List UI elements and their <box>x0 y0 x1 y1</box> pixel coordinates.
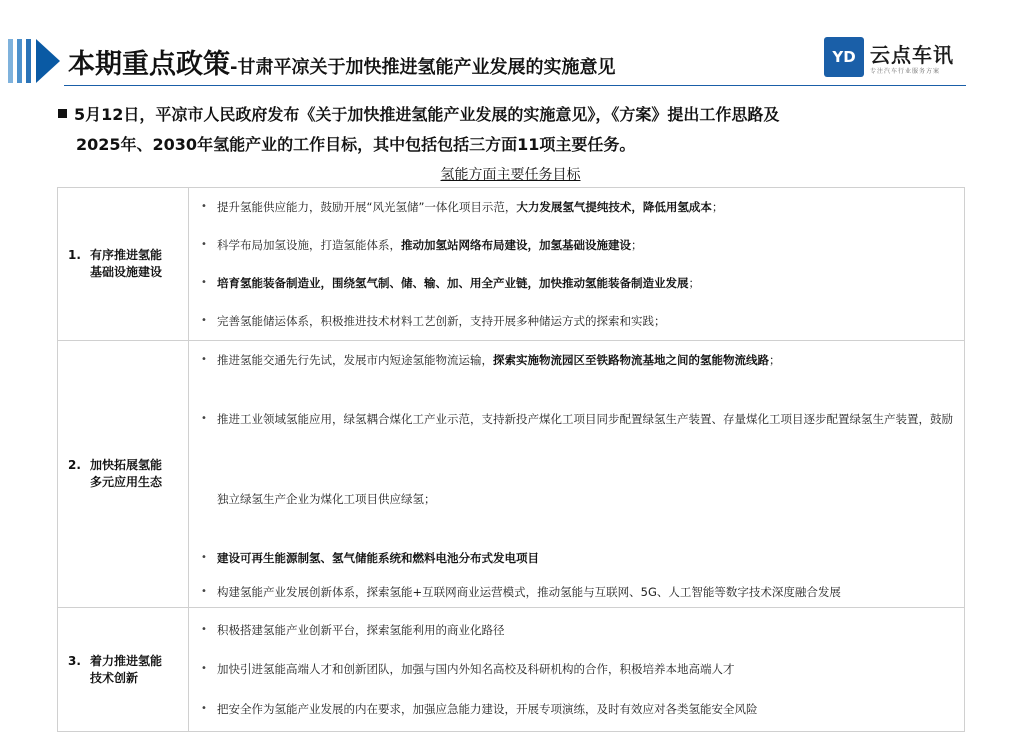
task-item-text: ； <box>688 276 700 290</box>
task-item-emphasis: 推动加氢站网络布局建设，加氢基础设施建设 <box>401 238 631 252</box>
intro-paragraph <box>58 100 958 160</box>
category-name: 有序推进氢能基础设施建设 <box>90 248 163 279</box>
task-items-cell <box>189 608 965 732</box>
task-item <box>201 689 956 729</box>
task-item <box>201 611 956 649</box>
task-list <box>189 611 964 729</box>
task-item-text: 加快引进氢能高端人才和创新团队，加强与国内外知名高校及科研机构的合作，积极培养本地高端人才 <box>217 661 735 676</box>
task-item-text: 科学布局加氢设施，打造氢能体系， <box>217 238 401 252</box>
task-item-emphasis: 建设可再生能源制氢、氢气储能系统和燃料电池分布式发电项目 <box>217 551 539 565</box>
intro-line-1: 5月12日，平凉市人民政府发布《关于加快推进氢能产业发展的实施意见》，《方案》提出工作思路及 <box>74 105 780 124</box>
category-name: 加快拓展氢能多元应用生态 <box>90 458 163 489</box>
brand-logo <box>824 37 964 79</box>
task-item-text: ； <box>711 200 724 214</box>
task-item-text: ； <box>769 353 781 367</box>
task-item-text: ； <box>631 238 643 252</box>
task-item-text: 把安全作为氢能产业发展的内在要求，加强应急能力建设，开展专项演练，及时有效应对各类氢能安全风险 <box>217 701 758 716</box>
page-title-sub: -甘肃平凉关于加快推进氢能产业发展的实施意见 <box>230 57 616 78</box>
task-item <box>201 226 956 264</box>
category-cell <box>58 341 189 608</box>
task-category-row <box>58 188 965 341</box>
category-name: 着力推进氢能技术创新 <box>90 653 163 685</box>
task-items-cell <box>189 341 965 608</box>
task-list <box>189 341 964 607</box>
task-item-text: 推进工业领域氢能应用，绿氢耦合煤化工产业示范，支持新投产煤化工项目同步配置绿氢生产装置、存量煤化工项目逐步配置绿氢生产装置，鼓励独立绿氢生产企业为煤化工项目供应绿氢； <box>217 412 953 506</box>
task-list <box>189 188 964 340</box>
task-item-text: 完善氢能储运体系，积极推进技术材料工艺创新，支持开展多种储运方式的探索和实践； <box>217 314 666 328</box>
page-title-main: 本期重点政策 <box>68 49 230 80</box>
task-category-row <box>58 341 965 608</box>
task-item-text: 构建氢能产业发展创新体系，探索氢能+互联网商业运营模式，推动氢能与互联网、5G、人工智能等数字技术深度融合发展 <box>217 585 841 599</box>
deco-bar <box>17 39 22 83</box>
logo-name: 云点车讯 <box>870 43 954 67</box>
task-item <box>201 302 956 340</box>
task-item <box>201 188 956 226</box>
task-category-row <box>58 608 965 732</box>
category-number: 1. <box>68 248 81 262</box>
table-caption: 氢能方面主要任务目标 <box>440 167 581 183</box>
logo-tagline: 专注汽车行业服务方案 <box>870 68 941 75</box>
task-items-cell <box>189 188 965 341</box>
page-title <box>68 42 615 81</box>
deco-arrow-icon <box>36 39 60 83</box>
task-item-text: 推进氢能交通先行先试，发展市内短途氢能物流运输， <box>217 353 493 367</box>
task-item-emphasis: 探索实施物流园区至铁路物流基地之间的氢能物流线路 <box>493 353 769 367</box>
category-cell <box>58 608 189 732</box>
deco-bar <box>8 39 13 83</box>
task-item-emphasis: 大力发展氢气提纯技术，降低用氢成本 <box>516 200 712 214</box>
task-item <box>201 649 956 689</box>
category-number: 3. <box>68 653 81 668</box>
task-item <box>201 379 956 539</box>
task-item-emphasis: 培育氢能装备制造业，围绕氢气制、储、输、加、用全产业链，加快推动氢能装备制造业发展 <box>217 276 689 290</box>
task-item <box>201 539 956 577</box>
tasks-table <box>57 187 965 732</box>
task-item <box>201 264 956 302</box>
intro-line-2: 2025年、2030年氢能产业的工作目标，其中包括包括三方面11项主要任务。 <box>76 135 636 154</box>
category-cell <box>58 188 189 341</box>
category-number: 2. <box>68 458 81 472</box>
task-item <box>201 341 956 379</box>
task-item-text: 积极搭建氢能产业创新平台，探索氢能利用的商业化路径 <box>217 622 505 637</box>
square-bullet-icon <box>58 109 67 118</box>
task-item-text: 提升氢能供应能力，鼓励开展“风光氢储”一体化项目示范， <box>217 200 517 214</box>
deco-bar <box>26 39 31 83</box>
title-divider <box>64 85 966 86</box>
task-item <box>201 577 956 607</box>
logo-mark-icon: YD <box>824 37 864 77</box>
